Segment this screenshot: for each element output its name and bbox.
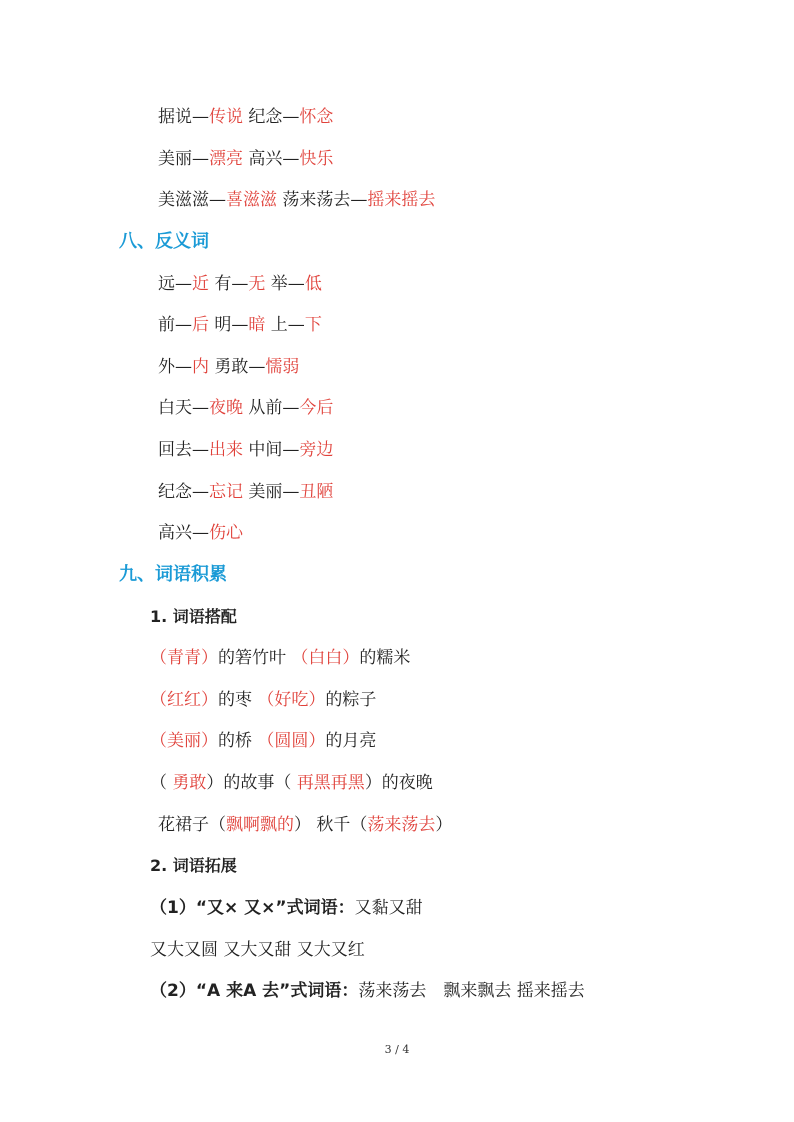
match-row: 花裙子（飘啊飘的） 秋千（荡来荡去） [158,815,453,835]
synonym-row: 据说—传说 纪念—怀念 [158,107,334,127]
match-row: （ 勇敢）的故事（ 再黑再黑）的夜晚 [150,773,433,793]
page-number: 3 / 4 [384,1043,410,1056]
answer: 传说 [209,107,243,127]
match-row: （红红）的枣 （好吃）的粽子 [150,690,377,710]
match-row: （美丽）的桥 （圆圆）的月亮 [150,731,377,751]
section-heading-word-accumulation: 九、词语积累 [119,564,227,585]
answer: 快乐 [299,149,334,169]
subheading-word-extension: 2. 词语拓展 [150,856,237,875]
answer: 怀念 [299,107,334,127]
extension-row: （1）“又× 又×”式词语：又黏又甜 [150,898,423,918]
answer: 漂亮 [209,149,243,169]
antonym-row: 前—后 明—暗 上—下 [158,315,322,335]
antonym-row: 高兴—伤心 [158,523,243,543]
antonym-row: 外—内 勇敢—懦弱 [158,357,300,377]
section-heading-antonyms: 八、反义词 [119,231,209,252]
answer: 喜滋滋 [226,190,277,210]
synonym-row: 美滋滋—喜滋滋 荡来荡去—摇来摇去 [158,190,436,210]
answer: 摇来摇去 [367,190,436,210]
antonym-row: 远—近 有—无 举—低 [158,274,322,294]
antonym-row: 回去—出来 中间—旁边 [158,440,334,460]
extension-row: （2）“A 来A 去”式词语：荡来荡去 飘来飘去 摇来摇去 [150,981,585,1001]
extension-row: 又大又圆 又大又甜 又大又红 [150,940,365,960]
subheading-word-matching: 1. 词语搭配 [150,607,237,626]
synonym-row: 美丽—漂亮 高兴—快乐 [158,149,334,169]
antonym-row: 纪念—忘记 美丽—丑陋 [158,482,334,502]
antonym-row: 白天—夜晚 从前—今后 [158,398,334,418]
match-row: （青青）的箬竹叶 （白白）的糯米 [150,648,411,668]
